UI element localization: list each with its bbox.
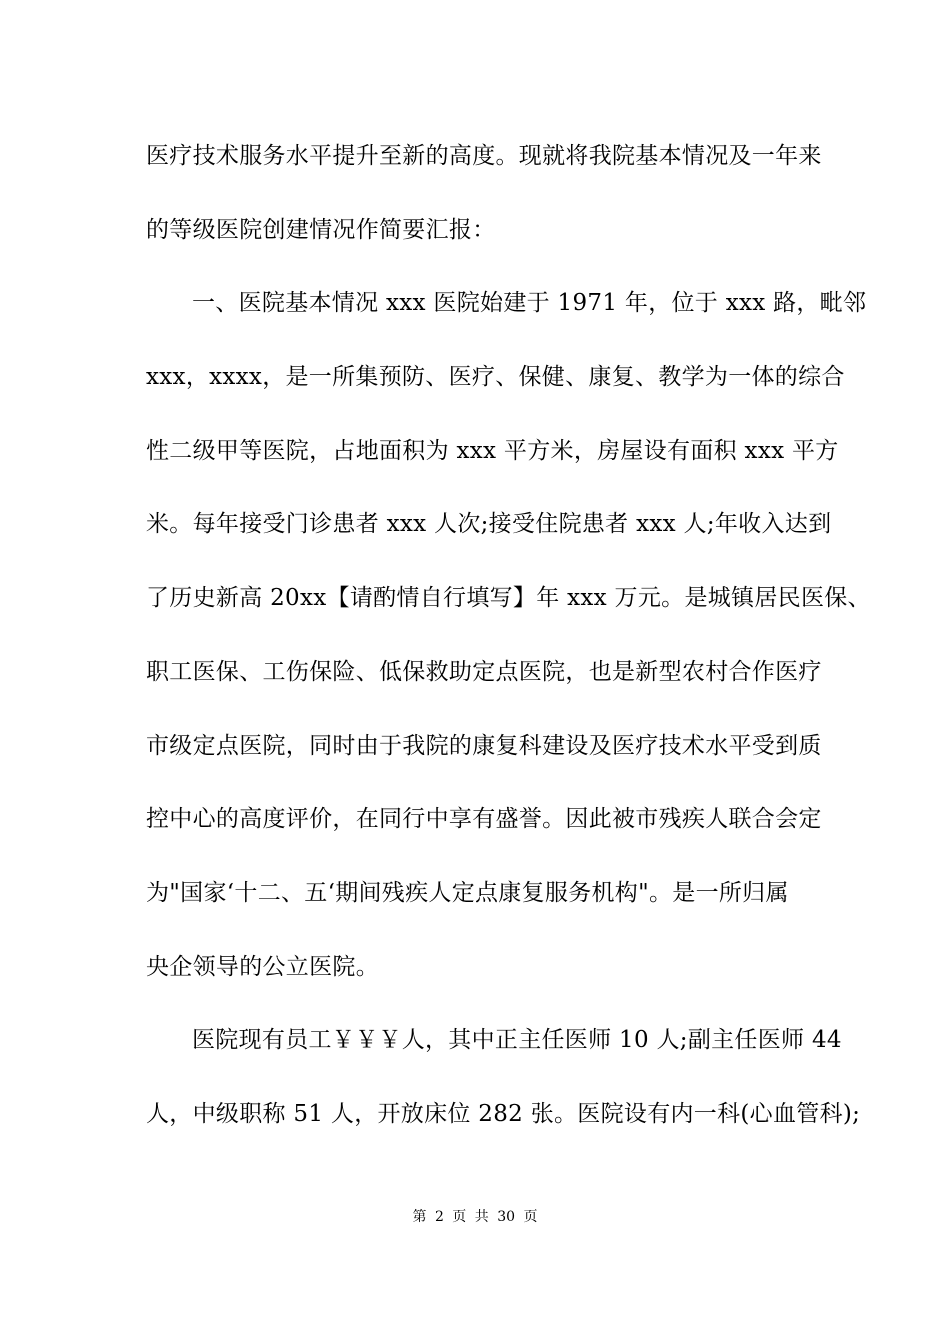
body-line-6: 米。每年接受门诊患者 xxx 人次;接受住院患者 xxx 人;年收入达到 — [146, 511, 832, 537]
page-number-footer: 第 2 页 共 30 页 — [412, 1209, 538, 1225]
body-line-2: 的等级医院创建情况作简要汇报： — [146, 217, 496, 243]
body-line-13: 医院现有员工￥￥￥人，其中正主任医师 10 人;副主任医师 44 — [192, 1027, 842, 1053]
body-line-8: 职工医保、工伤保险、低保救助定点医院，也是新型农村合作医疗 — [146, 659, 822, 685]
body-line-3: 一、医院基本情况 xxx 医院始建于 1971 年，位于 xxx 路，毗邻 — [192, 290, 867, 316]
body-line-5: 性二级甲等医院，占地面积为 xxx 平方米，房屋设有面积 xxx 平方 — [146, 438, 839, 464]
body-line-12: 央企领导的公立医院。 — [146, 954, 379, 980]
body-line-1: 医疗技术服务水平提升至新的高度。现就将我院基本情况及一年来 — [146, 143, 822, 169]
body-line-11: 为"国家‘十二、五‘期间残疾人定点康复服务机构"。是一所归属 — [146, 880, 789, 906]
body-line-14: 人，中级职称 51 人，开放床位 282 张。医院设有内一科(心血管科); — [146, 1101, 861, 1127]
body-line-4: xxx，xxxx，是一所集预防、医疗、保健、康复、教学为一体的综合 — [146, 364, 845, 390]
body-line-7: 了历史新高 20xx【请酌情自行填写】年 xxx 万元。是城镇居民医保、 — [146, 585, 871, 611]
body-line-9: 市级定点医院，同时由于我院的康复科建设及医疗技术水平受到质 — [146, 733, 822, 759]
body-line-10: 控中心的高度评价，在同行中享有盛誉。因此被市残疾人联合会定 — [146, 806, 822, 832]
